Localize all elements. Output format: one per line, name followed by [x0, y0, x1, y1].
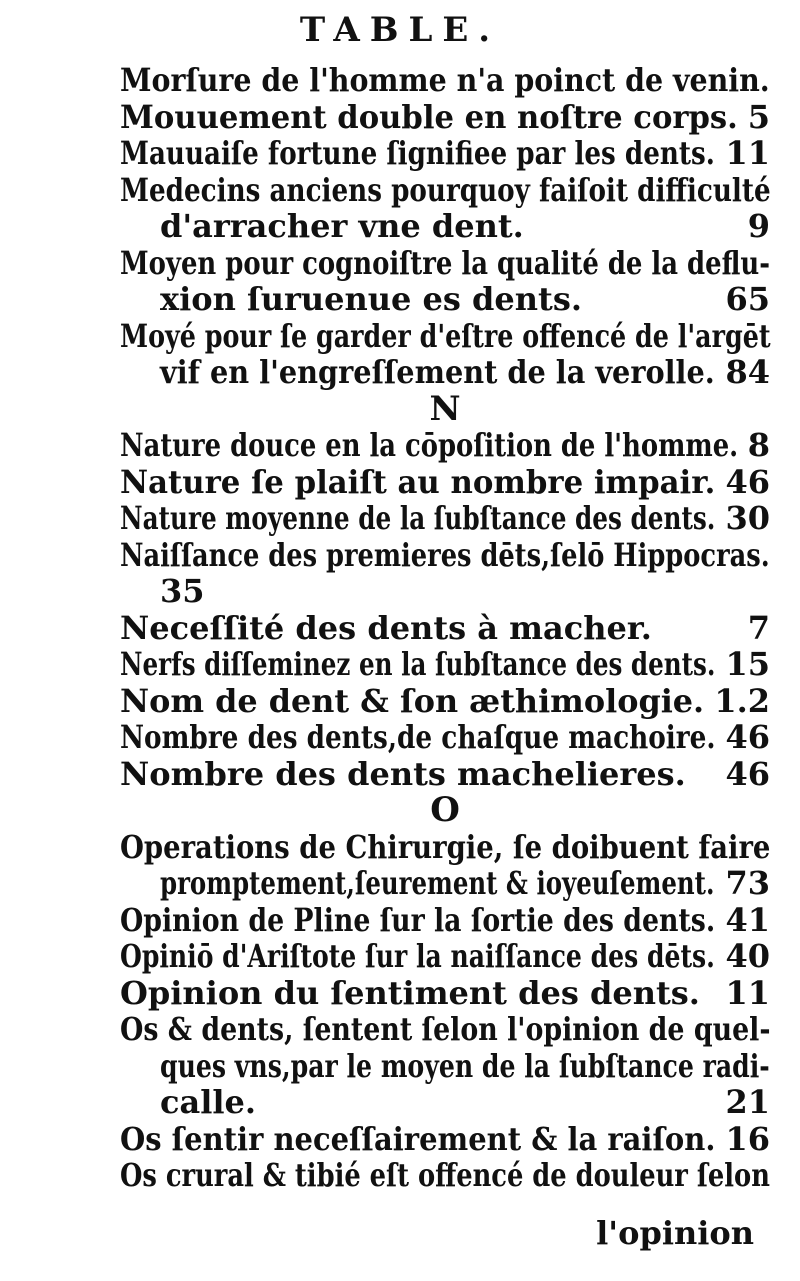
entry-text: Nom de dent & ſon æthimologie.	[120, 681, 705, 720]
page-number: 15	[725, 645, 770, 683]
index-entry-continuation	[120, 865, 770, 902]
page-number: 9	[747, 207, 770, 245]
page-number: 5	[747, 97, 770, 136]
entry-text: Nature douce en la cōpoſition de l'homme.	[120, 426, 739, 464]
entry-text: Operations de Chirurgie, ſe doibuent faire	[120, 827, 771, 866]
page-number: 1.2	[714, 681, 770, 720]
index-entry	[120, 756, 770, 793]
index-entry	[120, 464, 770, 501]
entry-text: Moyé pour ſe garder d'eſtre offencé de l'argēt	[120, 316, 771, 355]
index-entry	[120, 719, 770, 756]
page-number: 11	[725, 973, 770, 1012]
index-entry	[120, 172, 770, 209]
index-entry-continuation	[120, 281, 770, 318]
entry-text: Naiſſance des premieres dēts,ſelō Hippocras.	[120, 535, 770, 574]
page-number: 84	[725, 353, 770, 391]
entry-text: Os crural & tibié eſt offencé de douleur ſelon	[120, 1156, 770, 1194]
index-entry-continuation	[120, 573, 770, 610]
index-entry	[120, 1157, 770, 1194]
entry-text: Opinion de Pline ſur la ſortie des dents.	[120, 900, 716, 939]
page-number: 65	[725, 280, 770, 318]
index-entry-continuation	[120, 208, 770, 245]
entry-text: 35	[160, 572, 205, 610]
index-entry	[120, 975, 770, 1012]
index-entry	[120, 62, 770, 99]
index-entry	[120, 318, 770, 355]
entry-text: Nature moyenne de la ſubſtance des dents.	[120, 499, 716, 537]
page-number: 40	[725, 937, 770, 975]
entry-text: vif en l'engreſſement de la verolle.	[160, 353, 715, 391]
page-number: 11	[725, 134, 770, 172]
entry-text: ques vns,par le moyen de la ſubſtance radi-	[160, 1046, 770, 1085]
page-number: 7	[747, 608, 770, 647]
index-entry	[120, 938, 770, 975]
page-number: 46	[725, 718, 770, 756]
page-header: TABLE.	[299, 10, 501, 50]
entry-text: Morſure de l'homme n'a poinct de venin.	[120, 61, 770, 99]
index-entry-continuation	[120, 1084, 770, 1121]
section-letter: O	[430, 790, 460, 830]
entry-text: Nature ſe plaiſt au nombre impair.	[120, 462, 716, 501]
index-entry	[120, 902, 770, 939]
index-entry-continuation	[120, 354, 770, 391]
entry-text: Nombre des dents machelieres.	[120, 754, 686, 793]
catchword: l'opinion	[596, 1214, 754, 1252]
section-letter: N	[429, 388, 461, 429]
index-entry	[120, 427, 770, 464]
entry-text: Neceſſité des dents à macher.	[120, 608, 652, 647]
index-entry	[120, 683, 770, 720]
entry-text: Medecins anciens pourquoy faiſoit difficulté	[120, 170, 771, 209]
index-entries	[120, 62, 770, 1194]
index-entry	[120, 829, 770, 866]
page-number: 46	[725, 462, 770, 501]
index-entry	[120, 1121, 770, 1158]
page-number: 73	[725, 864, 770, 902]
entry-text: Os ſentir neceſſairement & la raiſon.	[120, 1119, 716, 1158]
page-number: 8	[747, 426, 770, 464]
index-entry	[120, 500, 770, 537]
page-number: 16	[725, 1119, 770, 1158]
page-number: 46	[725, 754, 770, 793]
entry-text: Opiniō d'Ariſtote ſur la naiſſance des dēts.	[120, 937, 715, 975]
entry-text: Nombre des dents,de chaſque machoire.	[120, 718, 716, 756]
page-number: 21	[725, 1083, 770, 1121]
entry-text: Os & dents, ſentent ſelon l'opinion de quel-	[120, 1010, 771, 1048]
index-entry-continuation	[120, 1048, 770, 1085]
index-entry	[120, 135, 770, 172]
entry-text: Mauuaiſe fortune ſignifiee par les dents.	[120, 134, 715, 172]
entry-text: Opinion du ſentiment des dents.	[120, 973, 700, 1012]
entry-text: calle.	[160, 1083, 257, 1121]
index-entry	[120, 99, 770, 136]
page-number: 41	[725, 900, 770, 939]
entry-text: Mouuement double en noſtre corps.	[120, 97, 738, 136]
index-entry	[120, 537, 770, 574]
page-number: 30	[725, 499, 770, 537]
entry-text: d'arracher vne dent.	[160, 207, 524, 245]
entry-text: Nerfs diſſeminez en la ſubſtance des dents.	[120, 645, 716, 683]
index-entry	[120, 245, 770, 282]
index-entry	[120, 610, 770, 647]
entry-text: Moyen pour cognoiſtre la qualité de la deflu-	[120, 243, 770, 282]
index-entry	[120, 646, 770, 683]
entry-text: promptement,ſeurement & ioyeuſement.	[160, 864, 715, 902]
entry-text: xion ſuruenue es dents.	[160, 280, 582, 318]
index-entry	[120, 1011, 770, 1048]
